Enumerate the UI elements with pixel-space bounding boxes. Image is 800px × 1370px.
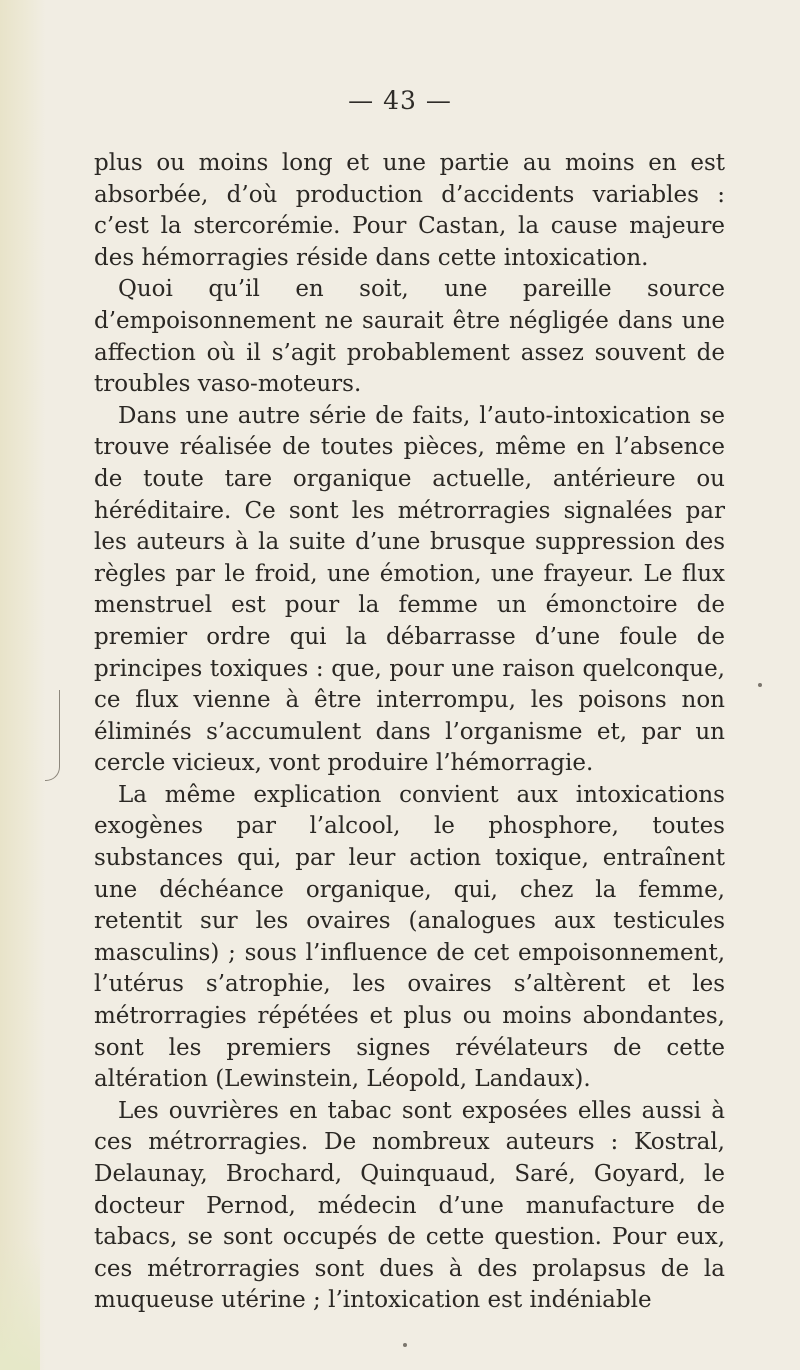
margin-pencil-mark <box>45 690 60 781</box>
ink-speck <box>758 683 762 687</box>
paragraph-2: Quoi qu’il en soit, une pareille source d’empoisonnement ne saurait être négligée dans une affection où il s’agit probablement assez souvent de troubles vaso-moteurs. <box>94 276 725 398</box>
paragraph-3: Dans une autre série de faits, l’auto-intoxication se trouve réalisée de toutes pièces, même en l’absence de toute tare organique actuelle, antérieure ou héréditaire. Ce sont les métrorragies signalées par les auteurs à la suite d’une brusque suppression des règles par le froid, une émotion, une frayeur. Le flux menstruel est pour la femme un émonctoire de premier ordre qui la débarrasse d’une foule de principes toxiques : que, pour une raison quelconque, ce flux vienne à être interrompu, les poisons non éliminés s’accumulent dans l’organisme et, par un cercle vicieux, vont produire l’hémorragie. <box>94 402 725 777</box>
ink-speck <box>403 1343 407 1347</box>
page-binding-edge <box>0 0 46 1370</box>
page-corner-stain <box>0 1240 40 1370</box>
paragraph-1: plus ou moins long et une partie au moins en est absorbée, d’où production d’accidents variables : c’est la stercorémie. Pour Castan, la cause majeure des hémorragies réside dans cette intoxication. <box>94 150 725 271</box>
paragraph-5: Les ouvrières en tabac sont exposées elles aussi à ces métrorragies. De nombreux auteurs : Kostral, Delaunay, Brochard, Quinquaud, Saré, Goyard, le docteur Pernod, médecin d’une manufacture de tabacs, se sont occupés de cette question. Pour eux, ces métrorragies sont dues à des prolapsus de la muqueuse utérine ; l’intoxication est indéniable <box>94 1097 725 1314</box>
paragraph-4: La même explication convient aux intoxications exogènes par l’alcool, le phosphore, toutes substances qui, par leur action toxique, entraînent une déchéance organique, qui, chez la femme, retentit sur les ovaires (analogues aux testicules masculins) ; sous l’influence de cet empoisonnement, l’utérus s’atrophie, les ovaires s’altèrent et les métrorragies répétées et plus ou moins abondantes, sont les premiers signes révélateurs de cette altération (Lewinstein, Léopold, Landaux). <box>94 781 725 1093</box>
body-text <box>94 148 725 1317</box>
page-number: — 43 — <box>348 86 452 115</box>
